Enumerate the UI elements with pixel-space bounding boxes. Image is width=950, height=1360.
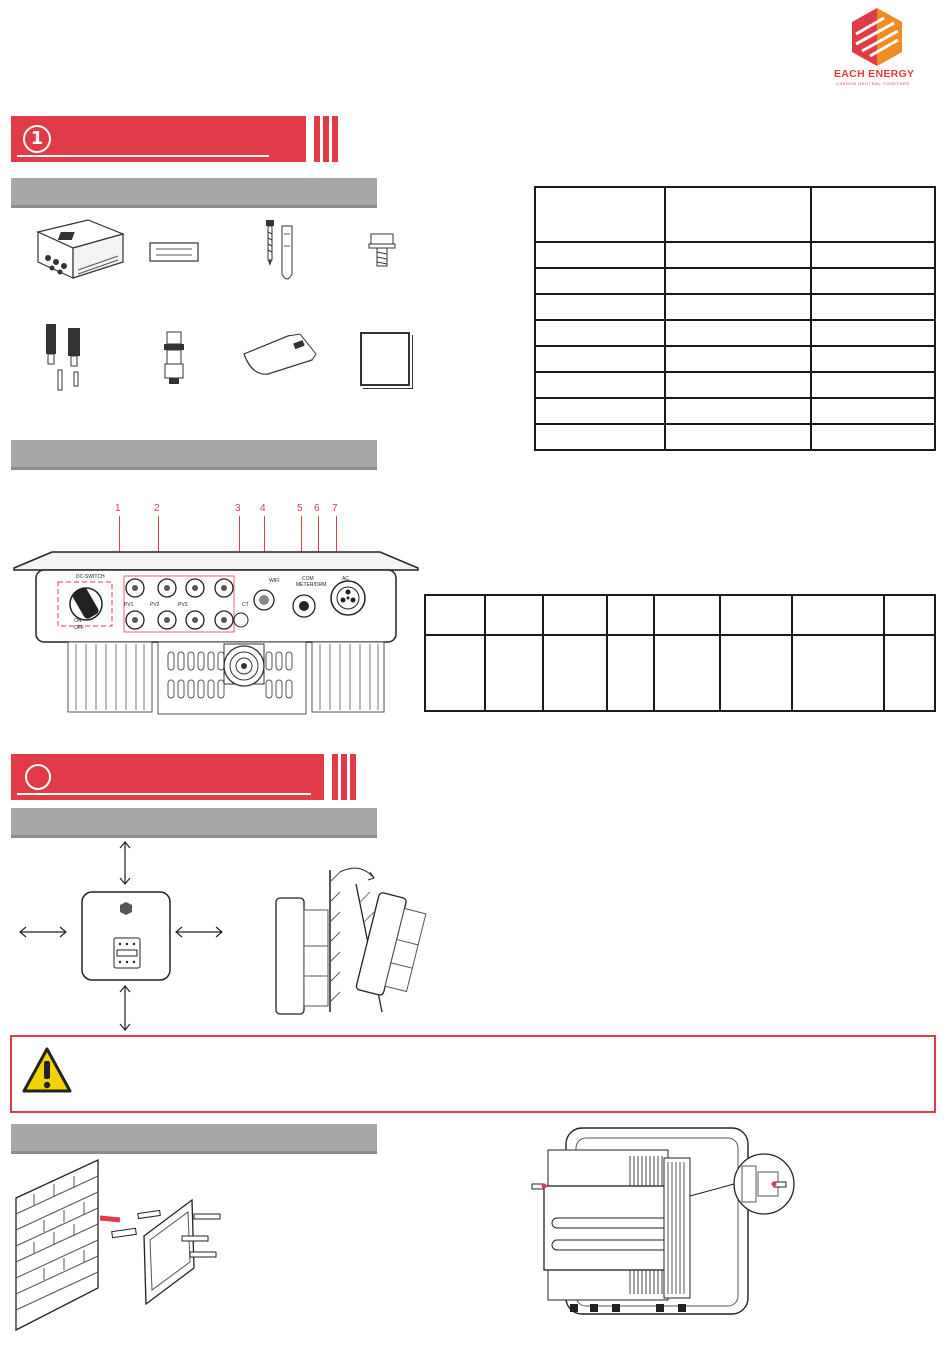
brand-name: EACH ENERGY (834, 68, 915, 80)
section-1-underline (17, 155, 269, 157)
section-1-header (11, 116, 306, 162)
section-2-number (25, 764, 51, 790)
table-cell (665, 242, 811, 268)
table-cell (654, 635, 720, 711)
table-cell (535, 187, 665, 242)
mounting-bracket-image (148, 240, 200, 264)
brand-tagline: CARBON NEUTRAL TOGETHER (836, 81, 910, 86)
table-cell (811, 187, 935, 242)
clearance-diagram (14, 840, 234, 1034)
table-cell (665, 398, 811, 424)
table-cell (811, 294, 935, 320)
hexagon-logo-icon (832, 6, 922, 68)
label-meter: METER/DRM (296, 582, 327, 588)
table-cell (535, 242, 665, 268)
section-2-bar (350, 754, 356, 800)
label-ct: CT (242, 602, 249, 608)
table-cell (720, 595, 792, 635)
installation-header (11, 1124, 377, 1154)
section-1-number: 1 (23, 125, 51, 153)
table-cell (720, 635, 792, 711)
section-1-bar (314, 116, 320, 162)
table-cell (665, 320, 811, 346)
table-cell (425, 635, 485, 711)
inverter-outline-drawing (12, 548, 420, 716)
pv-connector-image (38, 320, 90, 394)
table-cell (543, 595, 607, 635)
label-dc-switch: DC-SWITCH (76, 574, 105, 580)
manual-document-image (360, 332, 410, 386)
label-pv3: PV3 (178, 602, 188, 608)
terminal-spec-table (424, 594, 936, 712)
table-cell (665, 268, 811, 294)
brand-logo (832, 6, 922, 86)
table-cell (811, 346, 935, 372)
label-com: COM (302, 576, 314, 582)
table-cell (654, 595, 720, 635)
cable-gland-image (160, 330, 188, 386)
label-off: OFF (74, 625, 84, 631)
table-cell (811, 268, 935, 294)
table-cell (792, 595, 884, 635)
warning-triangle-icon (22, 1047, 72, 1093)
table-cell (665, 294, 811, 320)
label-pv1: PV1 (124, 602, 134, 608)
callout-6: 6 (314, 503, 320, 514)
table-cell (665, 187, 811, 242)
table-cell (425, 595, 485, 635)
table-cell (811, 372, 935, 398)
inverter-bracket-mounting-diagram (530, 1122, 800, 1322)
table-cell (811, 424, 935, 450)
terminals-header (11, 440, 377, 470)
callout-5: 5 (297, 503, 303, 514)
callout-1: 1 (115, 503, 121, 514)
table-cell (665, 346, 811, 372)
package-contents-header (11, 178, 377, 208)
section-2-header (11, 754, 324, 800)
table-cell (792, 635, 884, 711)
table-cell (535, 268, 665, 294)
expansion-bolt-image (260, 218, 300, 288)
table-cell (811, 320, 935, 346)
table-cell (884, 595, 935, 635)
warning-box (10, 1035, 936, 1113)
label-wifi: WIFI (269, 578, 280, 584)
table-cell (811, 242, 935, 268)
callout-2: 2 (154, 503, 160, 514)
tilt-mounting-diagram (270, 862, 438, 1022)
wall-drilling-diagram (14, 1158, 244, 1334)
callout-7: 7 (332, 503, 338, 514)
section-2-bar (341, 754, 347, 800)
section-2-bar (332, 754, 338, 800)
callout-4: 4 (260, 503, 266, 514)
table-cell (535, 372, 665, 398)
table-cell (535, 398, 665, 424)
hex-screw-image (368, 232, 396, 270)
label-on: ON (74, 618, 82, 624)
table-cell (485, 635, 543, 711)
section-1-bar (323, 116, 329, 162)
table-cell (543, 635, 607, 711)
package-list-table (534, 186, 936, 451)
section-1-bar (332, 116, 338, 162)
callout-3: 3 (235, 503, 241, 514)
clearance-header (11, 808, 377, 838)
inverter-bottom-view (12, 548, 420, 716)
table-cell (811, 398, 935, 424)
section-2-underline (17, 793, 311, 795)
wifi-stick-image (238, 330, 320, 376)
table-cell (485, 595, 543, 635)
label-ac: AC (342, 576, 349, 582)
label-pv2: PV2 (150, 602, 160, 608)
table-cell (607, 635, 654, 711)
table-cell (535, 424, 665, 450)
table-cell (665, 424, 811, 450)
table-cell (607, 595, 654, 635)
table-cell (535, 320, 665, 346)
table-cell (535, 294, 665, 320)
table-cell (884, 635, 935, 711)
table-cell (665, 372, 811, 398)
inverter-unit-image (28, 212, 128, 287)
table-cell (535, 346, 665, 372)
